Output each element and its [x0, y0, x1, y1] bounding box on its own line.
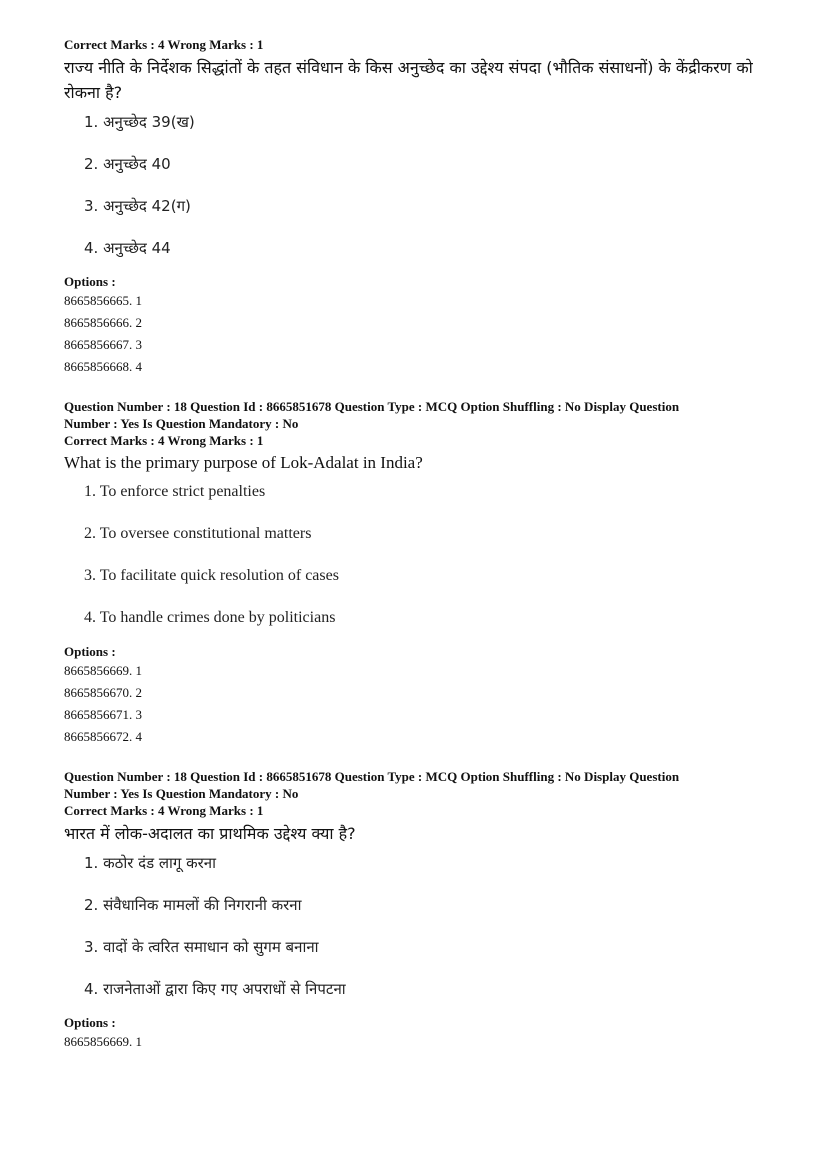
question-block: [64, 36, 784, 378]
question-header-line: Question Number : 18 Question Id : 8665851678 Question Type : MCQ Option Shuffling : No Display Question: [64, 399, 680, 414]
marks-line: Correct Marks : 4 Wrong Marks : 1: [64, 803, 264, 818]
option-id: 8665856666. 2: [64, 315, 142, 330]
question-text: राज्य नीति के निर्देशक सिद्धांतों के तहत संविधान के किस अनुच्छेद का उद्देश्य संपदा (भौतिक संसाधनों) के केंद्रीकरण को रोकना है?: [64, 58, 753, 102]
choice-item: 3. वादों के त्वरित समाधान को सुगम बनाना: [84, 938, 319, 956]
options-label: Options :: [64, 644, 116, 659]
choice-item: 2. To oversee constitutional matters: [84, 525, 312, 542]
document-page: [64, 36, 784, 1073]
option-id: 8665856671. 3: [64, 707, 142, 722]
choice-list: [64, 111, 784, 259]
option-id: 8665856665. 1: [64, 293, 142, 308]
marks-line: Correct Marks : 4 Wrong Marks : 1: [64, 37, 264, 52]
choice-item: 1. To enforce strict penalties: [84, 483, 266, 500]
option-id: 8665856669. 1: [64, 663, 142, 678]
choice-item: 1. कठोर दंड लागू करना: [84, 854, 216, 872]
question-text: What is the primary purpose of Lok-Adalat in India?: [64, 453, 423, 472]
choice-item: 4. अनुच्छेद 44: [84, 239, 171, 257]
option-id: 8665856669. 1: [64, 1034, 142, 1049]
choice-item: 2. संवैधानिक मामलों की निगरानी करना: [84, 896, 302, 914]
choice-item: 4. To handle crimes done by politicians: [84, 609, 336, 626]
choice-list: [64, 481, 784, 629]
marks-line: Correct Marks : 4 Wrong Marks : 1: [64, 433, 264, 448]
question-header-line: Number : Yes Is Question Mandatory : No: [64, 416, 299, 431]
question-block: [64, 768, 784, 1053]
question-header-line: Question Number : 18 Question Id : 8665851678 Question Type : MCQ Option Shuffling : No Display Question: [64, 769, 680, 784]
options-label: Options :: [64, 274, 116, 289]
option-id: 8665856670. 2: [64, 685, 142, 700]
choice-list: [64, 852, 784, 1000]
question-text: भारत में लोक-अदालत का प्राथमिक उद्देश्य क्या है?: [64, 824, 356, 843]
question-block: [64, 398, 784, 748]
choice-item: 3. अनुच्छेद 42(ग): [84, 197, 191, 215]
question-header-line: Number : Yes Is Question Mandatory : No: [64, 786, 299, 801]
option-id: 8665856667. 3: [64, 337, 142, 352]
choice-item: 4. राजनेताओं द्वारा किए गए अपराधों से निपटना: [84, 980, 346, 998]
option-id: 8665856668. 4: [64, 359, 142, 374]
choice-item: 3. To facilitate quick resolution of cases: [84, 567, 339, 584]
choice-item: 1. अनुच्छेद 39(ख): [84, 113, 195, 131]
option-id: 8665856672. 4: [64, 729, 142, 744]
options-label: Options :: [64, 1015, 116, 1030]
choice-item: 2. अनुच्छेद 40: [84, 155, 171, 173]
